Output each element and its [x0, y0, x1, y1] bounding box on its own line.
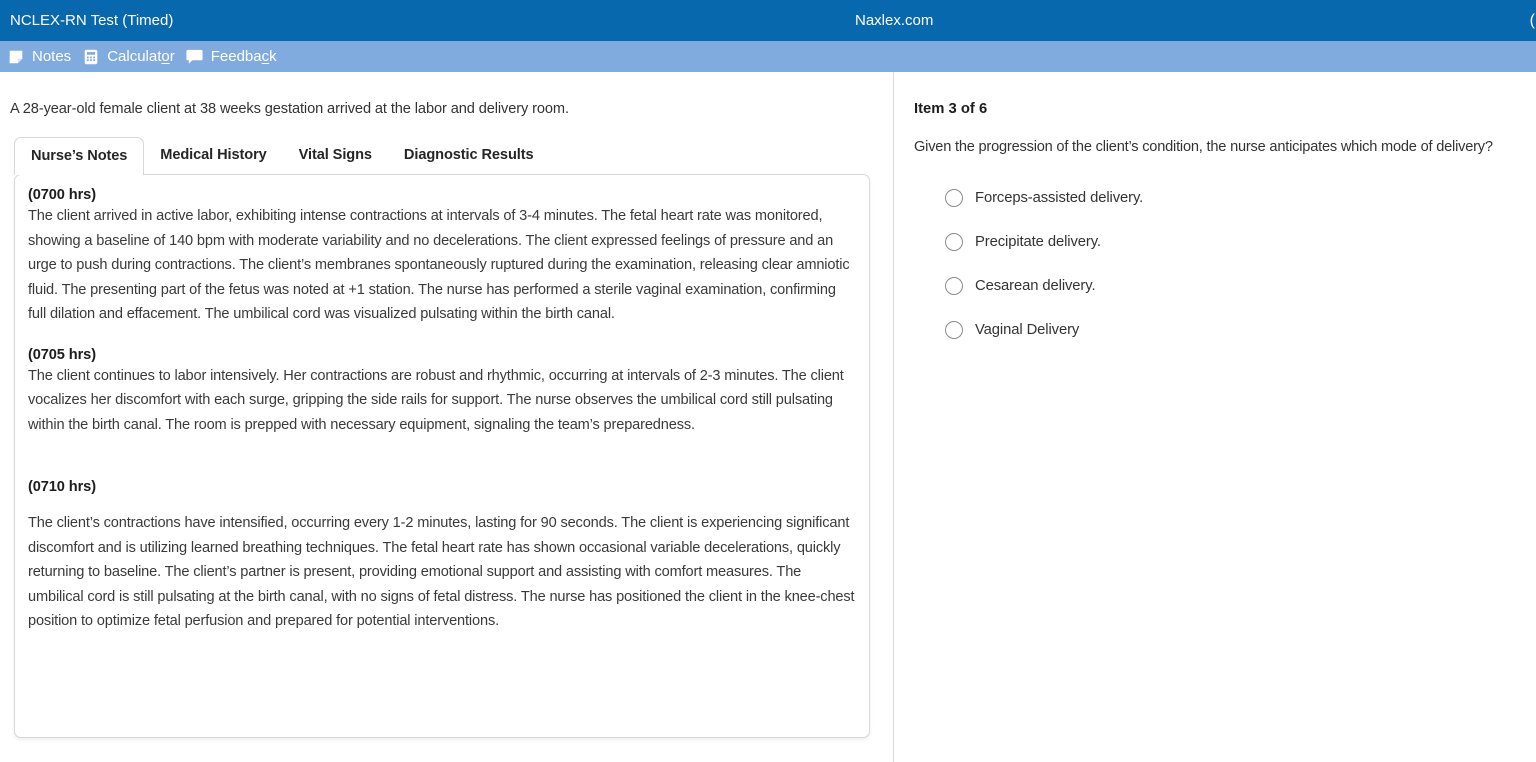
toolbar: [0, 41, 1536, 72]
note-section-0700: [28, 187, 856, 327]
note-section-0710: [28, 479, 856, 634]
note-section-0705: [28, 347, 856, 438]
content-area: [0, 72, 1536, 762]
chart-tabs: [14, 137, 893, 174]
note-heading: (0700 hrs): [28, 187, 96, 203]
option-forceps-assisted[interactable]: [945, 189, 1536, 207]
feedback-label: Feedback: [210, 48, 277, 65]
option-vaginal[interactable]: [945, 321, 1536, 339]
option-label: Precipitate delivery.: [975, 234, 1101, 250]
calculator-icon: [81, 47, 101, 67]
option-cesarean[interactable]: [945, 277, 1536, 295]
title-bar: [0, 0, 1536, 41]
note-icon: [6, 47, 26, 67]
tab-diagnostic-results[interactable]: Diagnostic Results: [403, 147, 534, 163]
question-panel: [894, 72, 1536, 762]
tab-vital-signs[interactable]: Vital Signs: [298, 147, 372, 163]
note-body: The client continues to labor intensively. Her contractions are robust and rhythmic, occurring at intervals of 2-3 minutes. The client vocalizes her discomfort with each surge, gripping the side rails for support. The nurse observes the umbilical cord still pulsating within the birth canal. The room is prepped with necessary equipment, signaling the team’s preparedness.: [28, 367, 844, 433]
tab-nurses-notes[interactable]: Nurse’s Notes: [14, 137, 144, 175]
option-label: Cesarean delivery.: [975, 278, 1096, 294]
feedback-button[interactable]: [185, 47, 277, 67]
option-label: Forceps-assisted delivery.: [975, 190, 1144, 206]
notes-button[interactable]: [6, 47, 71, 67]
note-heading: (0710 hrs): [28, 479, 96, 495]
app-title: NCLEX-RN Test (Timed): [10, 12, 174, 29]
case-panel: [0, 72, 893, 762]
timer-partial-text: (: [1529, 12, 1535, 29]
answer-options: [914, 189, 1536, 339]
tab-medical-history[interactable]: Medical History: [160, 147, 267, 163]
question-stem: Given the progression of the client’s condition, the nurse anticipates which mode of delivery?: [914, 139, 1493, 155]
calculator-label: Calculator: [107, 48, 175, 65]
note-body: The client’s contractions have intensified, occurring every 1-2 minutes, lasting for 90 seconds. The client is experiencing significant discomfort and is utilizing learned breathing techniques. The fetal heart rate has shown occasional variable decelerations, quickly returning to baseline. The client’s partner is present, providing emotional support and assisting with comfort measures. The umbilical cord is still pulsating at the birth canal, with no signs of fetal distress. The nurse has positioned the client in the knee-chest position to optimize fetal perfusion and prepared for potential interventions.: [28, 515, 855, 629]
item-counter: Item 3 of 6: [914, 101, 988, 117]
speech-bubble-icon: [185, 47, 205, 67]
nurses-notes-panel: [14, 174, 870, 738]
option-label: Vaginal Delivery: [975, 322, 1080, 338]
notes-label: Notes: [32, 48, 72, 65]
radio-button-icon[interactable]: [945, 189, 963, 207]
note-body: The client arrived in active labor, exhibiting intense contractions at intervals of 3-4 minutes. The fetal heart rate was monitored, showing a baseline of 140 bpm with moderate variability and no decelerations. The client expressed feelings of pressure and an urge to push during contractions. The client’s membranes spontaneously ruptured during the examination, releasing clear amniotic fluid. The presenting part of the fetus was noted at +1 station. The nurse has performed a sterile vaginal examination, confirming full dilation and effacement. The umbilical cord was visualized pulsating within the birth canal.: [28, 208, 850, 322]
note-heading: (0705 hrs): [28, 346, 96, 363]
radio-button-icon[interactable]: [945, 277, 963, 295]
case-intro-text: A 28-year-old female client at 38 weeks gestation arrived at the labor and delivery room.: [10, 101, 569, 117]
radio-button-icon[interactable]: [945, 233, 963, 251]
option-precipitate[interactable]: [945, 233, 1536, 251]
site-name: Naxlex.com: [855, 12, 934, 29]
calculator-button[interactable]: [81, 47, 175, 67]
radio-button-icon[interactable]: [945, 321, 963, 339]
